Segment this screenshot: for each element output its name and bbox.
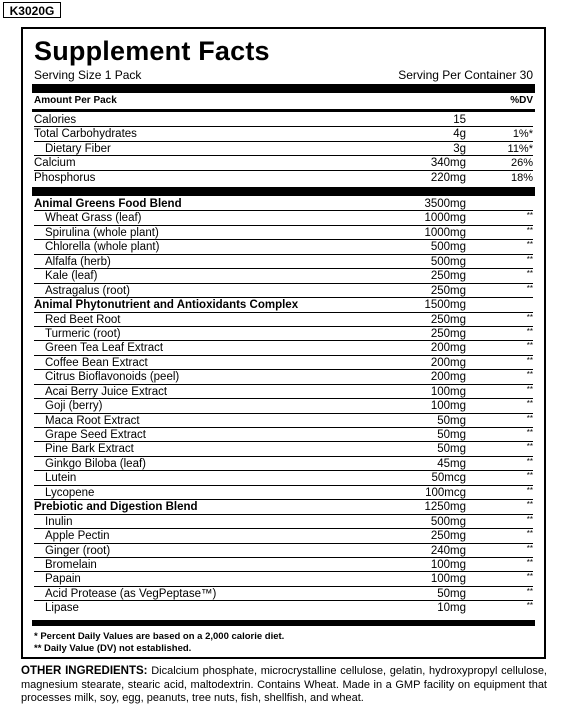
- table-row: [34, 471, 533, 485]
- ingredient-name: Alfalfa (herb): [45, 255, 111, 268]
- ingredient-dv: **: [526, 240, 533, 250]
- ingredient-dv: **: [526, 413, 533, 423]
- ingredient-dv: **: [526, 312, 533, 322]
- footnote-not-established: ** Daily Value (DV) not established.: [34, 643, 192, 654]
- ingredient-name: Calcium: [34, 157, 76, 170]
- ingredient-amount: 15: [453, 114, 466, 126]
- ingredient-name: Calories: [34, 114, 77, 126]
- ingredient-amount: 50mg: [437, 429, 466, 441]
- ingredient-dv: **: [526, 283, 533, 293]
- ingredient-dv: **: [526, 355, 533, 365]
- dv-header: %DV: [510, 95, 533, 106]
- ingredient-name: Bromelain: [45, 558, 97, 571]
- ingredient-amount: 10mg: [437, 602, 466, 615]
- ingredient-dv: **: [526, 543, 533, 553]
- ingredient-name: Turmeric (root): [45, 327, 121, 340]
- ingredient-amount: 250mg: [430, 530, 466, 543]
- panel-title: Supplement Facts: [34, 36, 270, 66]
- table-row: [34, 515, 533, 529]
- other-ingredients-text: Dicalcium phosphate, microcrystalline cellulose, gelatin, hydroxypropyl cellulose, magnesium stearate, stearic acid, maltodextrin. Contains Wheat. Made in a GMP facility on equipment that processes milk, soy, egg, peanuts, tree nuts, fish, shellfish, and wheat.: [21, 665, 547, 704]
- ingredient-amount: 100mg: [430, 400, 466, 413]
- ingredient-amount: 500mg: [430, 241, 466, 254]
- ingredient-name: Lipase: [45, 602, 79, 615]
- table-row: [34, 601, 533, 615]
- ingredient-amount: 250mg: [430, 270, 466, 283]
- footnotes: [34, 631, 284, 655]
- thick-divider: [32, 84, 535, 93]
- table-row: [34, 370, 533, 384]
- table-row: [34, 327, 533, 341]
- ingredient-name: Lutein: [45, 472, 77, 485]
- ingredient-amount: 50mcg: [431, 472, 466, 485]
- table-row: [34, 587, 533, 601]
- ingredient-amount: 240mg: [430, 544, 466, 557]
- ingredient-amount: 1000mg: [424, 226, 466, 239]
- table-row: [34, 500, 533, 514]
- ingredient-dv: 1%*: [512, 128, 533, 141]
- other-ingredients: [21, 665, 547, 706]
- footnote-dv: * Percent Daily Values are based on a 2,000 calorie diet.: [34, 631, 285, 642]
- table-row: [34, 414, 533, 428]
- table-row: [34, 255, 533, 269]
- ingredient-amount: 200mg: [430, 371, 466, 384]
- ingredient-name: Maca Root Extract: [45, 414, 140, 427]
- ingredient-name: Coffee Bean Extract: [45, 356, 148, 369]
- table-row: [34, 529, 533, 543]
- ingredient-amount: 500mg: [430, 515, 466, 528]
- ingredient-amount: 100mg: [430, 558, 466, 571]
- product-code: K3020G: [3, 2, 61, 18]
- ingredient-name: Acai Berry Juice Extract: [45, 385, 168, 398]
- table-row: [34, 385, 533, 399]
- table-row: [34, 558, 533, 572]
- header-divider: [32, 109, 535, 112]
- ingredient-name: Apple Pectin: [45, 530, 110, 543]
- ingredient-dv: **: [526, 211, 533, 221]
- footer-divider: [32, 620, 535, 626]
- table-row: [34, 313, 533, 327]
- ingredient-dv: **: [526, 529, 533, 539]
- ingredient-amount: 100mg: [430, 573, 466, 586]
- table-row: [34, 341, 533, 355]
- table-row: [34, 127, 533, 141]
- table-row: [34, 486, 533, 500]
- ingredient-name: Pine Bark Extract: [45, 443, 134, 456]
- ingredient-dv: **: [526, 456, 533, 466]
- ingredient-dv: **: [526, 269, 533, 279]
- table-row: [34, 457, 533, 471]
- table-row: [34, 572, 533, 586]
- ingredient-name: Lycopene: [45, 486, 95, 499]
- table-row: [34, 284, 533, 298]
- ingredient-amount: 3500mg: [424, 198, 466, 210]
- ingredient-name: Animal Phytonutrient and Antioxidants Complex: [34, 299, 299, 312]
- table-row: [34, 197, 533, 211]
- ingredient-amount: 200mg: [430, 342, 466, 355]
- ingredient-dv: **: [526, 442, 533, 452]
- table-row: [34, 156, 533, 170]
- column-header: [34, 95, 533, 106]
- table-row: [34, 171, 533, 185]
- ingredient-name: Inulin: [45, 515, 73, 528]
- ingredient-dv: **: [526, 399, 533, 409]
- serving-size: Serving Size 1 Pack: [34, 68, 142, 82]
- ingredient-dv: **: [526, 514, 533, 524]
- ingredient-amount: 1500mg: [424, 299, 466, 312]
- ingredient-dv: **: [526, 225, 533, 235]
- ingredient-dv: **: [526, 500, 533, 510]
- ingredient-amount: 200mg: [430, 356, 466, 369]
- blend-list: [34, 197, 533, 616]
- amount-header: Amount Per Pack: [34, 95, 117, 106]
- ingredient-amount: 1000mg: [424, 212, 466, 225]
- table-row: [34, 240, 533, 254]
- ingredient-dv: **: [526, 572, 533, 582]
- ingredient-name: Papain: [45, 573, 81, 586]
- ingredient-name: Astragalus (root): [45, 284, 131, 297]
- ingredient-amount: 100mg: [430, 385, 466, 398]
- supplement-facts-panel: [21, 27, 546, 659]
- ingredient-amount: 220mg: [430, 171, 466, 184]
- ingredient-dv: **: [526, 254, 533, 264]
- ingredient-amount: 4g: [453, 128, 466, 141]
- ingredient-dv: **: [526, 586, 533, 596]
- ingredient-dv: 11%*: [507, 142, 533, 155]
- table-row: [34, 356, 533, 370]
- ingredient-amount: 340mg: [430, 157, 466, 170]
- ingredient-dv: **: [526, 341, 533, 351]
- ingredient-dv: **: [526, 384, 533, 394]
- serving-info: [34, 68, 533, 82]
- ingredient-name: Citrus Bioflavonoids (peel): [45, 371, 180, 384]
- table-row: [34, 399, 533, 413]
- ingredient-amount: 100mcg: [425, 486, 466, 499]
- ingredient-amount: 250mg: [430, 313, 466, 326]
- ingredient-name: Wheat Grass (leaf): [45, 212, 142, 225]
- servings-per-container: Serving Per Container 30: [398, 68, 533, 82]
- table-row: [34, 544, 533, 558]
- table-row: [34, 142, 533, 156]
- ingredient-dv: **: [526, 326, 533, 336]
- table-row: [34, 298, 533, 312]
- ingredient-name: Grape Seed Extract: [45, 429, 146, 441]
- ingredient-amount: 250mg: [430, 284, 466, 297]
- ingredient-dv: **: [526, 428, 533, 437]
- ingredient-amount: 1250mg: [424, 501, 466, 514]
- table-row: [34, 269, 533, 283]
- ingredient-name: Ginger (root): [45, 544, 111, 557]
- ingredient-name: Kale (leaf): [45, 270, 98, 283]
- ingredient-name: Total Carbohydrates: [34, 128, 137, 141]
- ingredient-dv: **: [526, 485, 533, 495]
- ingredient-amount: 3g: [453, 142, 466, 155]
- other-ingredients-label: OTHER INGREDIENTS:: [21, 665, 148, 677]
- ingredient-amount: 50mg: [437, 443, 466, 456]
- table-row: [34, 428, 533, 442]
- ingredient-name: Red Beet Root: [45, 313, 121, 326]
- ingredient-name: Chlorella (whole plant): [45, 241, 160, 254]
- table-row: [34, 113, 533, 127]
- ingredient-name: Animal Greens Food Blend: [34, 198, 182, 210]
- ingredient-dv: **: [526, 370, 533, 380]
- ingredient-name: Dietary Fiber: [45, 142, 111, 155]
- nutrient-list: [34, 113, 533, 185]
- ingredient-dv: 18%: [510, 171, 533, 184]
- ingredient-name: Prebiotic and Digestion Blend: [34, 501, 198, 514]
- ingredient-name: Ginkgo Biloba (leaf): [45, 457, 146, 470]
- table-row: [34, 211, 533, 225]
- ingredient-amount: 500mg: [430, 255, 466, 268]
- ingredient-amount: 45mg: [437, 457, 466, 470]
- thick-divider-2: [32, 187, 535, 196]
- ingredient-dv: **: [526, 557, 533, 567]
- ingredient-amount: 50mg: [437, 587, 466, 600]
- ingredient-name: Phosphorus: [34, 171, 96, 184]
- ingredient-name: Goji (berry): [45, 400, 103, 413]
- ingredient-name: Acid Protease (as VegPeptase™): [45, 587, 217, 600]
- table-row: [34, 226, 533, 240]
- ingredient-name: Spirulina (whole plant): [45, 226, 159, 239]
- ingredient-dv: **: [526, 471, 533, 481]
- ingredient-amount: 50mg: [437, 414, 466, 427]
- ingredient-amount: 250mg: [430, 327, 466, 340]
- ingredient-dv: **: [526, 601, 533, 611]
- ingredient-name: Green Tea Leaf Extract: [45, 342, 164, 355]
- table-row: [34, 442, 533, 456]
- ingredient-dv: 26%: [510, 157, 533, 170]
